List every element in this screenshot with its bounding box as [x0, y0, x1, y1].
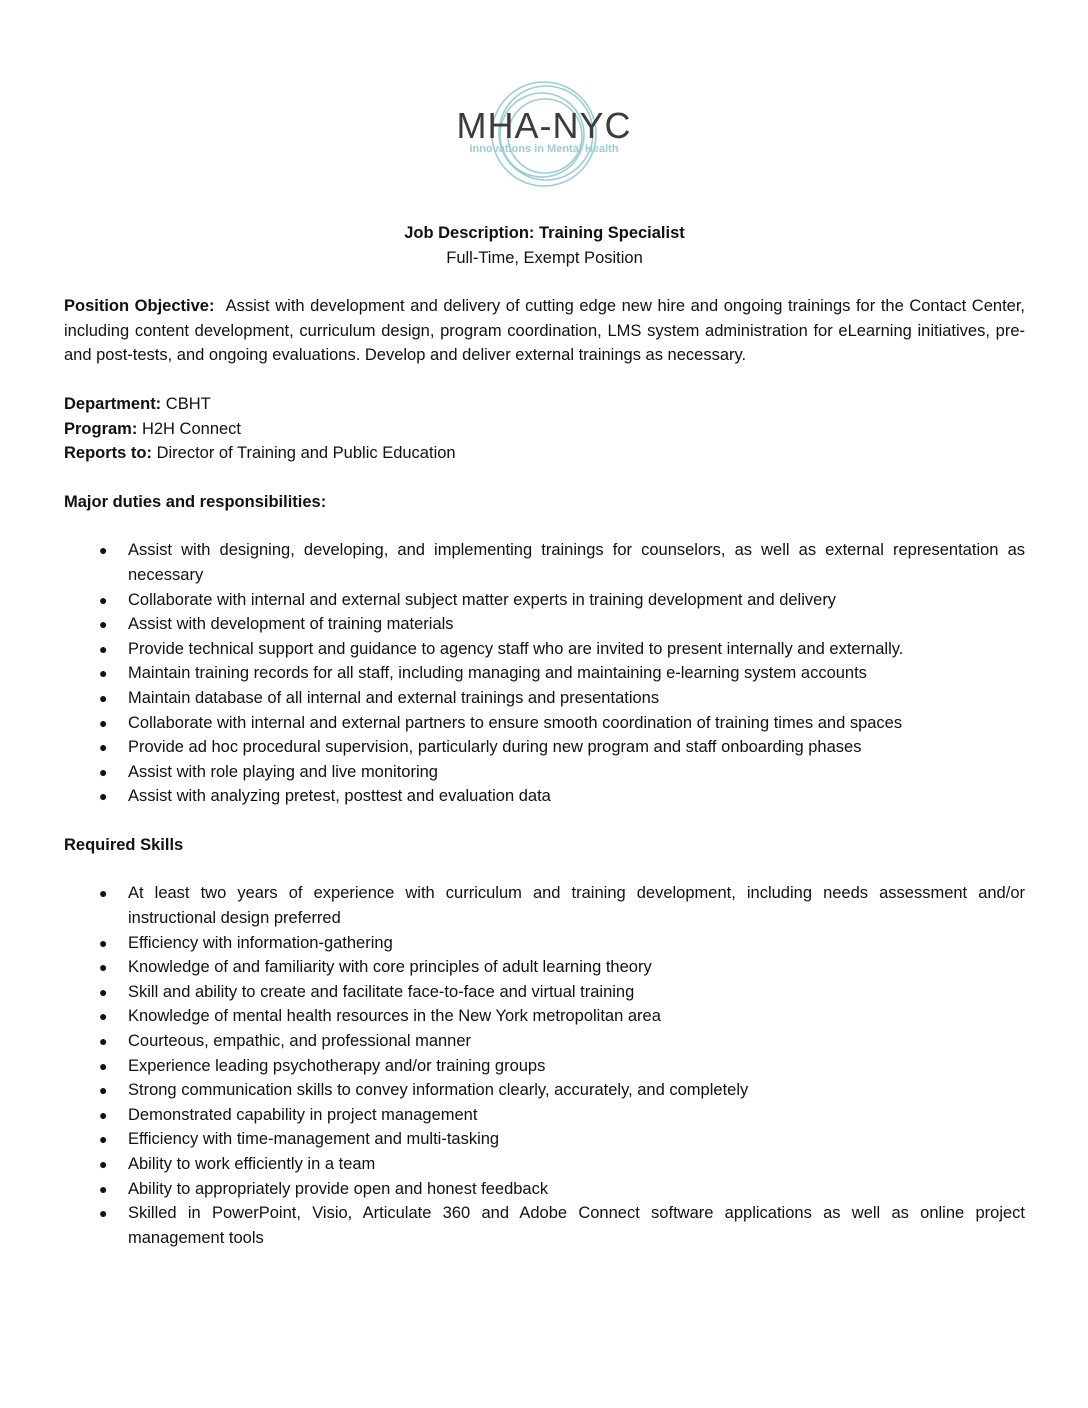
duties-list: [64, 538, 1025, 809]
bullet-icon: ●: [99, 788, 108, 805]
duty-item-text: Assist with development of training materials: [128, 615, 454, 634]
program-value: H2H Connect: [141, 419, 242, 438]
department-label: Department:: [64, 394, 162, 413]
bullet-icon: ●: [99, 591, 108, 608]
skill-item: [64, 931, 1025, 956]
skill-item: [64, 1029, 1025, 1054]
bullet-icon: ●: [99, 739, 108, 756]
bullet-icon: ●: [99, 640, 108, 657]
bullet-icon: ●: [99, 1033, 108, 1050]
reports-to-label: Reports to:: [64, 444, 152, 463]
duty-item-text: Provide ad hoc procedural supervision, particularly during new program and staff onboarding phases: [128, 738, 862, 757]
bullet-icon: ●: [99, 714, 108, 731]
position-objective: [64, 294, 1025, 368]
bullet-icon: ●: [99, 1008, 108, 1025]
skill-item-text: Knowledge of mental health resources in the New York metropolitan area: [128, 1007, 661, 1026]
duties-heading: Major duties and responsibilities:: [64, 492, 327, 511]
reports-to-row: [64, 441, 1025, 466]
bullet-icon: ●: [99, 934, 108, 951]
skill-item-text: Ability to work efficiently in a team: [128, 1155, 376, 1173]
skill-item-text: Demonstrated capability in project management: [128, 1105, 478, 1124]
skill-item: [64, 980, 1025, 1005]
duty-item-text: Assist with analyzing pretest, posttest and evaluation data: [128, 787, 551, 806]
bullet-icon: ●: [99, 1082, 108, 1099]
bullet-icon: ●: [99, 983, 108, 1000]
skill-item-text: At least two years of experience with curriculum and training development, including needs assessment and/or instructional design preferred: [128, 884, 1025, 928]
duty-item-text: Maintain database of all internal and external trainings and presentations: [128, 688, 660, 707]
bullet-icon: ●: [99, 1156, 108, 1172]
bullet-icon: ●: [99, 1131, 108, 1148]
program-label: Program:: [64, 419, 138, 438]
position-details: [64, 392, 1025, 466]
skill-item-text: Strong communication skills to convey information clearly, accurately, and completely: [128, 1081, 749, 1100]
duty-item: [64, 538, 1025, 587]
duty-item-text: Provide technical support and guidance to agency staff who are invited to present internally and externally.: [128, 639, 904, 658]
duty-item: [64, 588, 1025, 613]
document-title: Job Description: Training Specialist: [404, 224, 685, 242]
duty-item-text: Collaborate with internal and external subject matter experts in training development and delivery: [128, 590, 837, 609]
skill-item: [64, 1004, 1025, 1029]
skills-list: [64, 881, 1025, 1250]
duty-item-text: Collaborate with internal and external partners to ensure smooth coordination of training times and spaces: [128, 713, 903, 732]
bullet-icon: ●: [99, 542, 108, 559]
bullet-icon: ●: [99, 959, 108, 976]
document-body: [64, 221, 1025, 1250]
organization-logo: [440, 78, 650, 193]
skill-item: [64, 1078, 1025, 1103]
duty-item: [64, 686, 1025, 711]
bullet-icon: ●: [99, 1205, 108, 1222]
skill-item: [64, 1127, 1025, 1152]
bullet-icon: ●: [99, 763, 108, 780]
objective-label: Position Objective:: [64, 297, 215, 316]
skill-item-text: Efficiency with information-gathering: [128, 933, 393, 952]
skill-item: [64, 881, 1025, 930]
skill-item-text: Ability to appropriately provide open and honest feedback: [128, 1179, 549, 1198]
skill-item: [64, 1152, 1025, 1177]
program-row: [64, 417, 1025, 442]
skill-item-text: Efficiency with time-management and multi-tasking: [128, 1130, 500, 1149]
duty-item: [64, 661, 1025, 686]
bullet-icon: ●: [99, 1057, 108, 1074]
skill-item: [64, 1177, 1025, 1202]
logo-tagline: Innovations in Mental Health: [469, 143, 619, 155]
bullet-icon: ●: [99, 616, 108, 633]
skill-item: [64, 955, 1025, 980]
bullet-icon: ●: [99, 885, 108, 902]
skill-item-text: Knowledge of and familiarity with core principles of adult learning theory: [128, 958, 652, 977]
duty-item-text: Maintain training records for all staff, including managing and maintaining e-learning system accounts: [128, 664, 867, 683]
reports-to-value: Director of Training and Public Education: [156, 444, 456, 463]
bullet-icon: ●: [99, 689, 108, 706]
duty-item: [64, 735, 1025, 760]
skill-item-text: Experience leading psychotherapy and/or training groups: [128, 1056, 546, 1075]
objective-text: Assist with development and delivery of cutting edge new hire and ongoing trainings for the Contact Center, including content development, curriculum design, program coordination, LMS system administration for eLearning initiatives, pre-and post-tests, and ongoing evaluations. Develop and deliver external trainings as necessary.: [64, 297, 1025, 365]
bullet-icon: ●: [99, 1106, 108, 1123]
department-row: [64, 392, 1025, 417]
duty-item: [64, 760, 1025, 785]
skill-item-text: Skill and ability to create and facilitate face-to-face and virtual training: [128, 982, 635, 1001]
skill-item: [64, 1054, 1025, 1079]
skill-item-text: Skilled in PowerPoint, Visio, Articulate 360 and Adobe Connect software applications as well as online project management tools: [128, 1204, 1025, 1247]
skill-item: [64, 1201, 1025, 1250]
duty-item: [64, 711, 1025, 736]
skill-item: [64, 1103, 1025, 1128]
document-subtitle: Full-Time, Exempt Position: [446, 248, 643, 267]
duty-item-text: Assist with role playing and live monitoring: [128, 762, 438, 781]
bullet-icon: ●: [99, 665, 108, 682]
bullet-icon: ●: [99, 1180, 108, 1197]
logo-wordmark: MHA-NYC: [456, 105, 632, 146]
duty-item: [64, 612, 1025, 637]
title-block: [64, 221, 1025, 270]
duty-item: [64, 637, 1025, 662]
duty-item-text: Assist with designing, developing, and implementing trainings for counselors, as well as external representation as necessary: [128, 541, 1025, 584]
department-value: CBHT: [165, 394, 211, 413]
skill-item-text: Courteous, empathic, and professional manner: [128, 1032, 472, 1051]
skills-heading: Required Skills: [64, 835, 184, 854]
duty-item: [64, 784, 1025, 809]
